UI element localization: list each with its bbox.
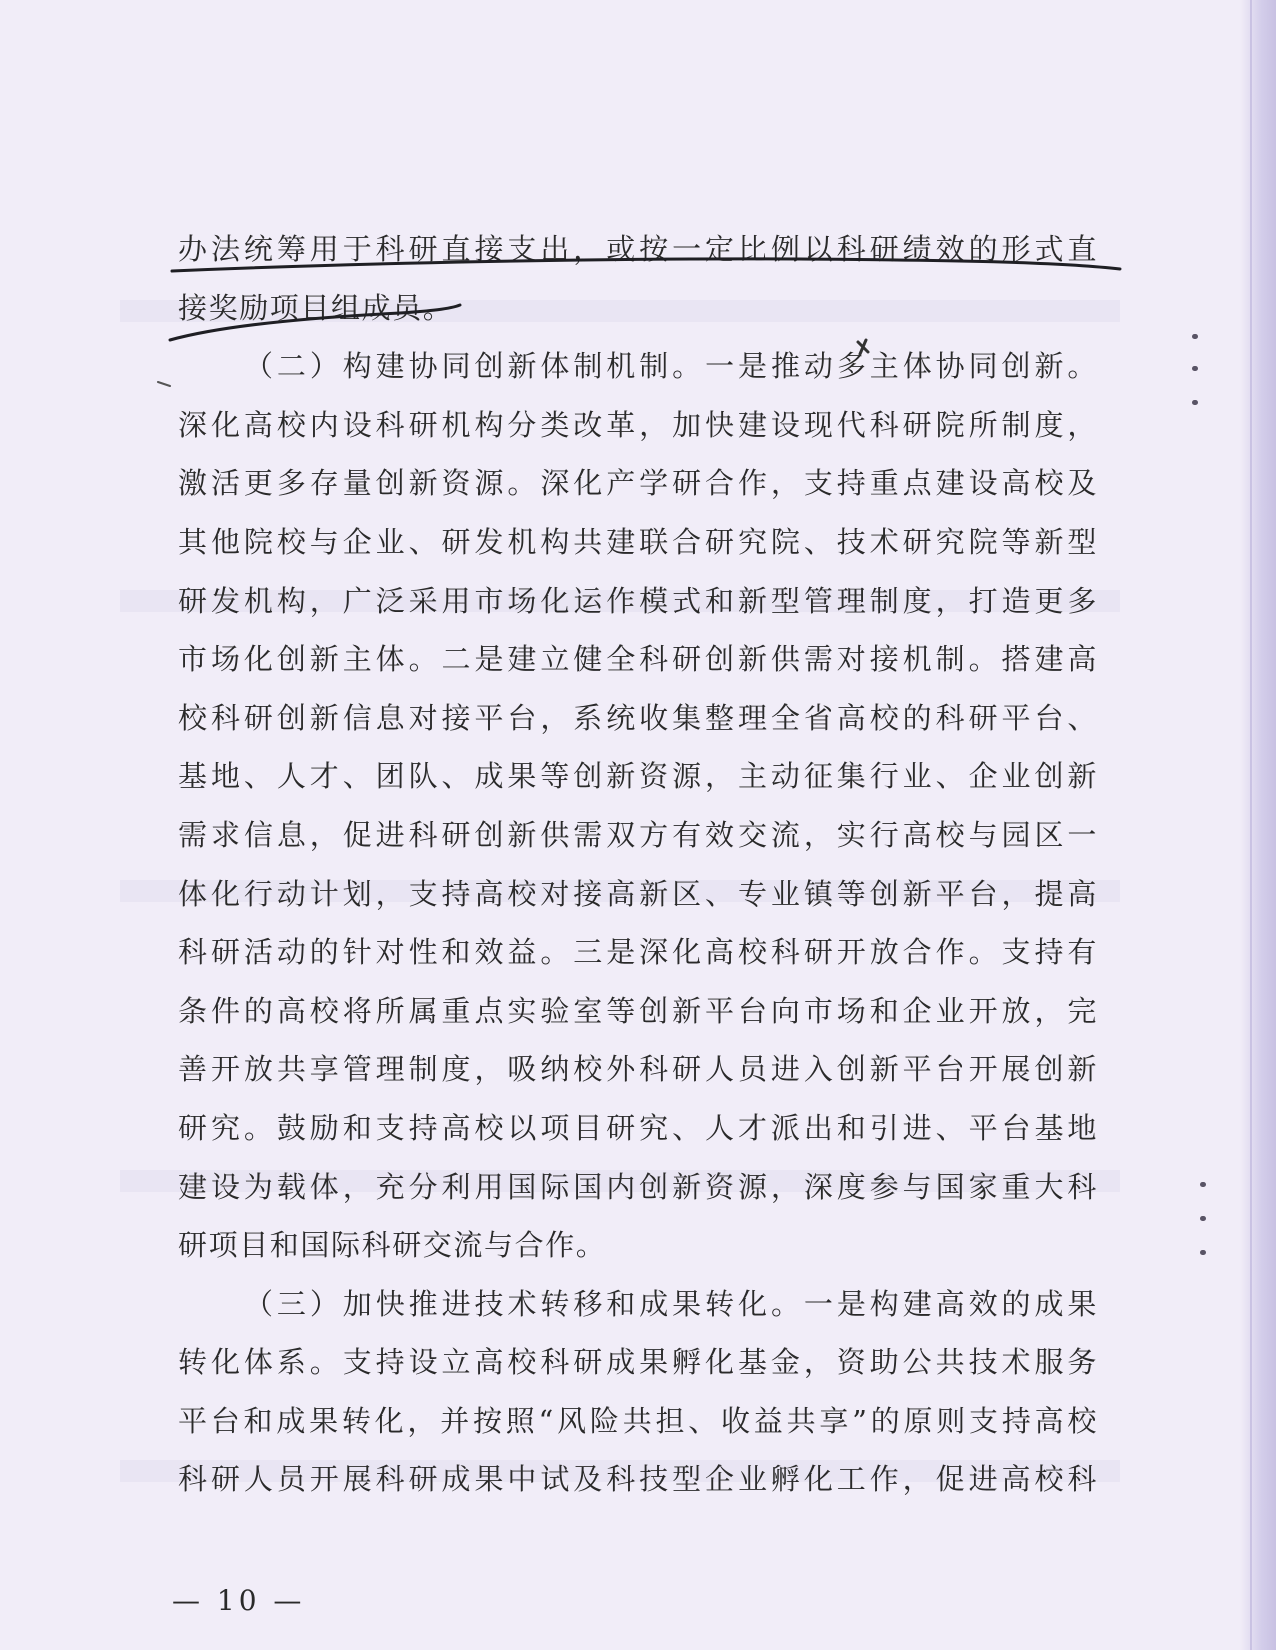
text-line-1: 办法统筹用于科研直接支出，或按一定比例以科研绩效的形式直 [178,232,1098,266]
text-line-16: 研究。鼓励和支持高校以项目研究、人才派出和引进、平台基地 [178,1110,1098,1145]
binding-hole [1200,1216,1206,1221]
text-line-13: 科研活动的针对性和效益。三是深化高校科研开放合作。支持有 [178,935,1098,970]
text-line-12: 体化行动计划，支持高校对接高新区、专业镇等创新平台，提高 [178,876,1098,911]
text-line-8: 市场化创新主体。二是建立健全科研创新供需对接机制。搭建高 [178,642,1098,677]
text-line-22: 科研人员开展科研成果中试及科技型企业孵化工作，促进高校科 [178,1462,1098,1497]
text-line-14: 条件的高校将所属重点实验室等创新平台向市场和企业开放，完 [178,993,1098,1028]
text-line-6: 其他院校与企业、研发机构共建联合研究院、技术研究院等新型 [178,524,1098,559]
text-line-17: 建设为载体，充分利用国际国内创新资源，深度参与国家重大科 [178,1169,1098,1204]
text-line-2: 接奖励项目组成员。 [178,290,454,325]
binding-hole [1200,1182,1206,1187]
text-line-21: 平台和成果转化，并按照“风险共担、收益共享”的原则支持高校 [178,1403,1098,1438]
text-line-9: 校科研创新信息对接平台，系统收集整理全省高校的科研平台、 [178,700,1098,735]
text-line-7: 研发机构，广泛采用市场化运作模式和新型管理制度，打造更多 [178,583,1098,618]
section-heading-3: （三）加快推进技术转移和成果转化。一是构建高效的成果 [244,1286,1098,1321]
text-line-10: 基地、人才、团队、成果等创新资源，主动征集行业、企业创新 [178,759,1098,794]
text-line-4: 深化高校内设科研机构分类改革，加快建设现代科研院所制度， [178,407,1098,442]
text-line-20: 转化体系。支持设立高校科研成果孵化基金，资助公共技术服务 [178,1345,1098,1380]
binding-hole [1192,366,1198,371]
page-edge-shadow [1240,0,1276,1650]
text-line-15: 善开放共享管理制度，吸纳校外科研人员进入创新平台开展创新 [178,1052,1098,1087]
text-line-18: 研项目和国际科研交流与合作。 [178,1228,607,1263]
body-text [178,220,1098,1509]
section-heading-2: （二）构建协同创新体制机制。一是推动多主体协同创新。 [244,349,1098,384]
binding-hole [1192,334,1198,339]
binding-hole [1200,1250,1206,1255]
text-line-5: 激活更多存量创新资源。深化产学研合作，支持重点建设高校及 [178,466,1098,501]
page-number: — 10 — [172,1584,306,1617]
text-line-11: 需求信息，促进科研创新供需双方有效交流，实行高校与园区一 [178,817,1098,852]
binding-hole [1192,400,1198,405]
